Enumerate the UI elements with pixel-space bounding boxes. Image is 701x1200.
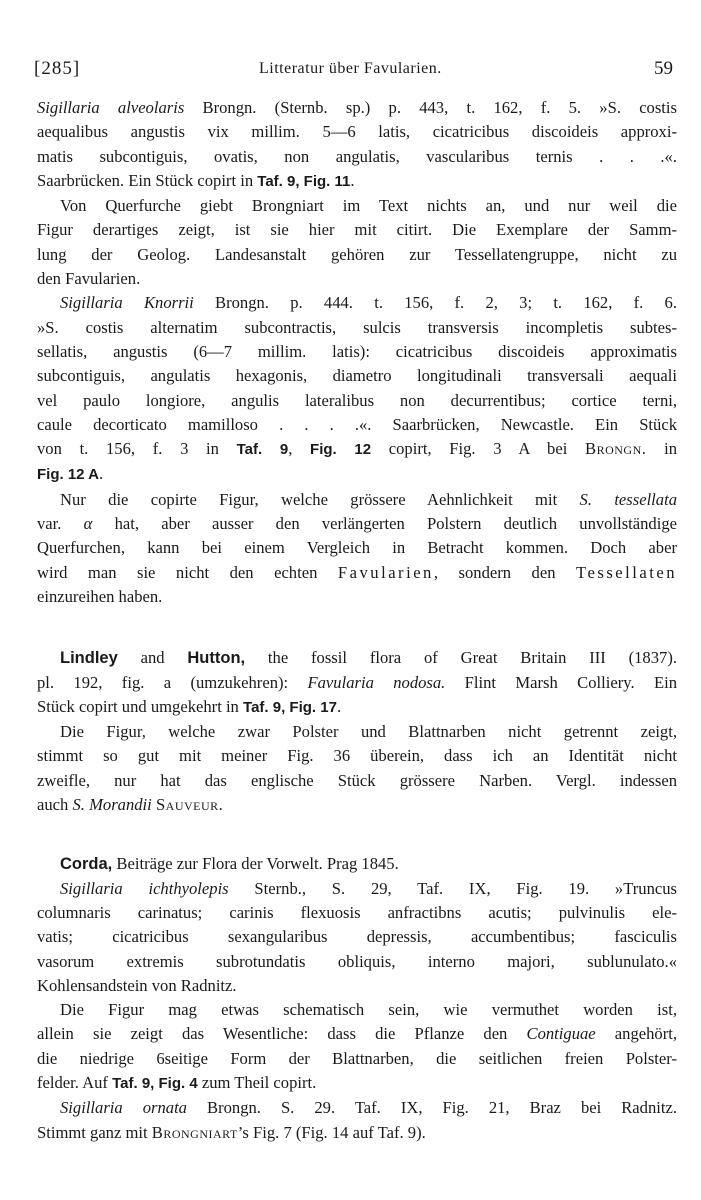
text-line: Saarbrücken. Ein Stück copirt in Taf. 9, Fig. 11. [37,170,355,190]
text-line: matis subcontiguis, ovatis, non angulatis, vascularibus ternis . . .«. [37,146,677,166]
text-line: die niedrige 6seitige Form der Blattnarben, die seitlichen freien Polster- [37,1048,677,1068]
text-line: wird man sie nicht den echten Favularien, sondern den Tessellaten [37,562,678,582]
author-name: Corda, [60,855,113,874]
text-line: sellatis, angustis (6—7 millim. latis): cicatricibus discoideis approximatis [37,341,677,361]
taxon-name: Contiguae [526,1024,596,1044]
plate-reference: Taf. 9 [236,441,289,459]
text-line: »S. costis alternatim subcontractis, sulcis transversis incompletis subtes- [37,317,677,337]
text-line: Figur derartiges zeigt, ist sie hier mit citirt. Die Exemplare der Samm- [37,220,677,240]
text-line: Kohlensandstein von Radnitz. [37,975,237,995]
text-line: Nur die copirte Figur, welche grössere Aehnlichkeit mit S. tessellata [60,489,677,509]
text-line: Sigillaria Knorrii Brongn. p. 444. t. 156, f. 2, 3; t. 162, f. 6. [60,293,678,313]
figure-reference: Fig. 12 [310,441,372,459]
text-line: lung der Geolog. Landesanstalt gehören zur Tessellatengruppe, nicht zu [37,244,677,264]
author-name: Sauveur [155,795,219,815]
plate-reference: Taf. 9, Fig. 4 [112,1074,198,1092]
section-spacer [37,609,677,646]
text-line: stimmt so gut mit meiner Fig. 36 überein, dass ich an Identität nicht [37,746,677,766]
entry-lindley-hutton [37,646,677,817]
text-line: Stimmt ganz mit Brongniart’s Fig. 7 (Fig. 14 auf Taf. 9). [37,1122,426,1142]
entry-sigillaria-alveolaris [37,96,677,291]
text-line: vatis; cicatricibus sexangularibus depressis, accumbentibus; fasciculis [37,927,677,947]
text-line: Sigillaria ornata Brongn. S. 29. Taf. IX, Fig. 21, Braz bei Radnitz. [60,1098,677,1118]
page-header [34,58,677,88]
text-line: Sigillaria alveolaris Brongn. (Sternb. sp.) p. 443, t. 162, f. 5. »S. costis [37,98,677,117]
taxon-name: Sigillaria ornata [60,1098,187,1118]
author-name: Hutton, [187,649,246,668]
text-line: Querfurchen, kann bei einem Vergleich in Betracht kommen. Doch aber [37,538,677,558]
entry-corda [37,852,677,1145]
taxon-name: S. Morandii [72,795,152,815]
text-line: den Favularien. [37,269,141,289]
running-title: Litteratur über Favularien. [259,60,442,77]
text-line: zweifle, nur hat das englische Stück grössere Narben. Vergl. indessen [37,770,677,790]
text-line: caule decorticato mamilloso . . . .«. Saarbrücken, Newcastle. Ein Stück [37,414,677,434]
plate-reference: Taf. 9, Fig. 11 [257,172,351,190]
text-line: Sigillaria ichthyolepis Sternb., S. 29, Taf. IX, Fig. 19. »Truncus [60,878,678,898]
text-line: vel paulo longiore, angulis lateralibus non decurrentibus; cortice terni, [37,390,677,410]
entry-sigillaria-knorrii [37,291,677,609]
page-number: 59 [654,58,673,79]
author-name: Lindley [60,649,118,668]
text-line: aequalibus angustis vix millim. 5—6 latis, cicatricibus discoideis approxi- [37,122,677,142]
text-line: allein sie zeigt das Wesentliche: dass die Pflanze den Contiguae angehört, [37,1024,678,1044]
document-page [34,58,678,1142]
text-line: Fig. 12 A. [37,464,104,484]
taxon-name: Sigillaria ichthyolepis [60,878,229,898]
page-number-bracketed: [285] [34,58,81,79]
taxon-name: Sigillaria Knorrii [60,293,194,313]
text-line: vasorum extremis subrotundatis obliquis, interno majori, sublunulato.« [37,951,677,971]
text-line: felder. Auf Taf. 9, Fig. 4 zum Theil copirt. [37,1072,317,1092]
section-spacer [37,817,677,852]
text-line: var. α hat, aber ausser den verlängerten Polstern deutlich unvollständige [37,514,677,534]
text-line: Die Figur, welche zwar Polster und Blattnarben nicht getrennt zeigt, [60,722,677,742]
text-line: Lindley and Hutton, the fossil flora of Great Britain III (1837). [60,648,677,668]
taxon-name: Sigillaria alveolaris [37,98,185,117]
page-body [37,96,677,1145]
text-line: von t. 156, f. 3 in Taf. 9, Fig. 12 copirt, Fig. 3 A bei Brongn. in [37,439,677,459]
text-line: pl. 192, fig. a (umzukehren): Favularia nodosa. Flint Marsh Colliery. Ein [37,672,677,692]
text-line: Von Querfurche giebt Brongniart im Text nichts an, und nur weil die [60,196,677,216]
taxon-name: S. tessellata [579,489,677,509]
plate-reference: Taf. 9, Fig. 17 [243,698,337,716]
author-name: Brongniart [151,1122,238,1142]
figure-reference: Fig. 12 A [37,466,99,484]
text-line: Stück copirt und umgekehrt in Taf. 9, Fig. 17. [37,696,342,716]
text-line: subcontiguis, angulatis hexagonis, diametro longitudinali transversali aequali [37,366,677,386]
text-line: auch S. Morandii Sauveur. [37,795,223,815]
taxon-name: Favularia nodosa. [307,672,446,692]
text-line: einzureihen haben. [37,586,163,606]
text-line: Corda, Beiträge zur Flora der Vorwelt. Prag 1845. [60,854,399,874]
author-name: Brongn. [585,439,647,459]
text-line: Die Figur mag etwas schematisch sein, wie vermuthet worden ist, [60,1000,677,1020]
text-line: columnaris carinatus; carinis flexuosis anfractibns acutis; pulvinulis ele- [37,902,677,922]
